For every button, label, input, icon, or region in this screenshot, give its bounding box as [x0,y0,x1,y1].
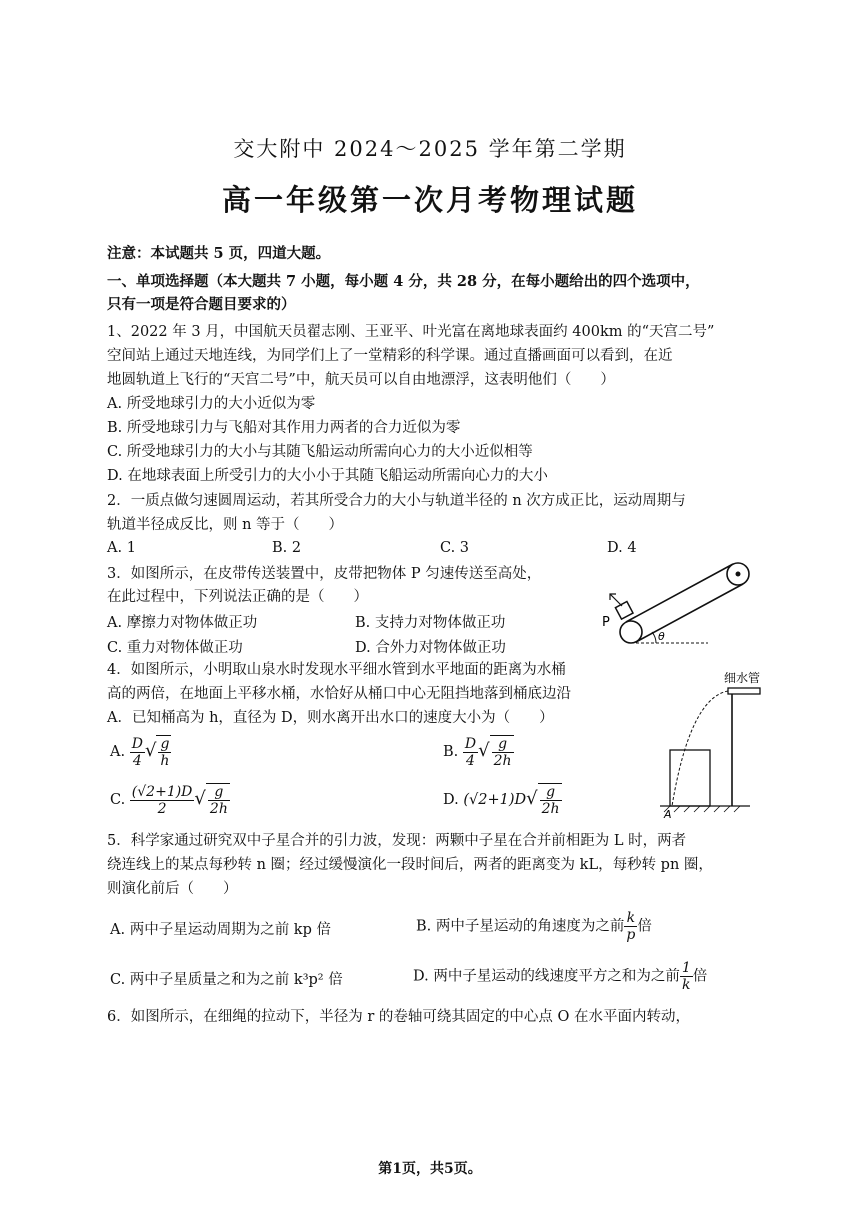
q5-option-b-suffix: 倍 [637,918,652,935]
q1-stem: 1、2022 年 3 月，中国航天员翟志刚、王亚平、叶光富在离地球表面约 400km 的“天宫二号” [107,324,715,340]
angle-arc [652,632,656,643]
q4-option-c-label: C. [110,792,126,808]
q1-stem-cont: 空间站上通过天地连线，为同学们上了一堂精彩的科学课。通过直播画面可以看到，在近 [107,348,673,364]
q3-option-a[interactable]: A. 摩擦力对物体做正功 [107,615,258,631]
q1-option-b[interactable]: B. 所受地球引力与飞船对其作用力两者的合力近似为零 [107,420,461,436]
notice: 注意：本试题共 5 页，四道大题。 [107,245,331,262]
q4-option-d-label: D. [443,792,459,808]
q5-option-b[interactable]: B. 两中子星运动的角速度为之前 $\frac{k}{p}$ 倍 [416,910,652,943]
bucket [670,750,710,806]
q5-option-d-suffix: 倍 [692,968,708,985]
label-a: A [664,808,672,818]
q5-stem-cont2: 则演化前后（ ） [107,881,238,897]
conveyor-belt-figure [598,556,758,652]
q4-option-a-label: A. [110,744,126,760]
section1-heading-cont: 只有一项是符合题目要求的） [107,296,296,313]
upper-pulley-axle [736,572,741,577]
q2-option-d[interactable]: D. 4 [607,540,637,556]
q2-stem: 2．一质点做匀速圆周运动，若其所受合力的大小与轨道半径的 n 次方成正比，运动周期与 [107,493,686,509]
q5-option-b-text: B. 两中子星运动的角速度为之前 [416,918,625,935]
q1-option-d[interactable]: D. 在地球表面上所受引力的大小小于其随飞船运动所需向心力的大小 [107,468,548,484]
q5-stem-cont: 绕连线上的某点每秒转 n 圈；经过缓慢演化一段时间后，两者的距离变为 kL，每秒转 pn 圈， [107,857,713,873]
q5-option-d-text: D. 两中子星运动的线速度平方之和为之前 [413,968,680,985]
q4-stem-cont2: A．已知桶高为 h，直径为 D，则水离开出水口的速度大小为（ ） [107,710,554,726]
q4-stem: 4．如图所示，小明取山泉水时发现水平细水管到水平地面的距离为水桶 [107,662,566,678]
q4-option-b[interactable]: B. $\frac{D}{4}$ √ $\frac{g}{2h}$ [443,735,512,769]
q3-option-c[interactable]: C. 重力对物体做正功 [107,640,243,656]
q6-stem: 6．如图所示，在细绳的拉动下，半径为 r 的卷轴可绕其固定的中心点 O 在水平面内转动， [107,1009,690,1025]
q1-option-a[interactable]: A. 所受地球引力的大小近似为零 [107,396,316,412]
q3-stem: 3．如图所示，在皮带传送装置中，皮带把物体 P 匀速传送至高处， [107,566,542,582]
q4-stem-cont: 高的两倍，在地面上平移水桶，水恰好从桶口中心无阻挡地落到桶底边沿 [107,686,571,702]
q3-stem-cont: 在此过程中，下列说法正确的是（ ） [107,589,368,605]
q3-option-b[interactable]: B. 支持力对物体做正功 [355,615,506,631]
q2-option-b[interactable]: B. 2 [272,540,302,556]
label-pipe: 细水管 [724,671,761,685]
q1-option-c[interactable]: C. 所受地球引力的大小与其随飞船运动所需向心力的大小近似相等 [107,444,533,460]
label-p: P [602,615,610,630]
section1-heading: 一、单项选择题（本大题共 7 小题，每小题 4 分，共 28 分，在每小题给出的四个选项中， [107,273,700,290]
water-trajectory [672,691,728,806]
q5-option-c[interactable]: C. 两中子星质量之和为之前 k³p² 倍 [110,972,343,988]
q5-option-a[interactable]: A. 两中子星运动周期为之前 kp 倍 [110,922,331,938]
q3-option-d[interactable]: D. 合外力对物体做正功 [355,640,506,656]
belt-bottom [636,584,743,642]
exam-subtitle: 高一年级第一次月考物理试题 [221,183,638,217]
q4-option-d[interactable]: D. (√2+1)D√ $\frac{g}{2h}$ [443,784,560,817]
belt-top [626,564,733,622]
ground-hatch [664,806,740,812]
page-footer: 第1页，共5页。 [378,1161,482,1177]
q4-option-c[interactable]: C. $\frac{(√2+1)D}{2}$ √ $\frac{g}{2h}$ [110,783,228,817]
exam-title: 交大附中 2024～2025 学年第二学期 [233,137,627,161]
q4-option-b-label: B. [443,744,459,760]
q5-option-d[interactable]: D. 两中子星运动的线速度平方之和为之前 $\frac{1}{k}$ 倍 [413,960,708,993]
object-p [615,602,633,620]
pipe [728,688,760,694]
q2-stem-cont: 轨道半径成反比，则 n 等于（ ） [107,517,344,533]
q5-stem: 5．科学家通过研究双中子星合并的引力波，发现：两颗中子星在合并前相距为 L 时，两者 [107,833,687,849]
label-theta: θ [658,630,665,643]
q2-option-c[interactable]: C. 3 [440,540,470,556]
q4-option-a[interactable]: A. $\frac{D}{4}$ √ $\frac{g}{h}$ [110,735,170,769]
water-pipe-figure [650,668,810,818]
velocity-arrow [610,594,622,606]
q2-option-a[interactable]: A. 1 [107,540,136,556]
q1-stem-cont2: 地圆轨道上飞行的“天宫二号”中，航天员可以自由地漂浮，这表明他们（ ） [107,372,615,388]
